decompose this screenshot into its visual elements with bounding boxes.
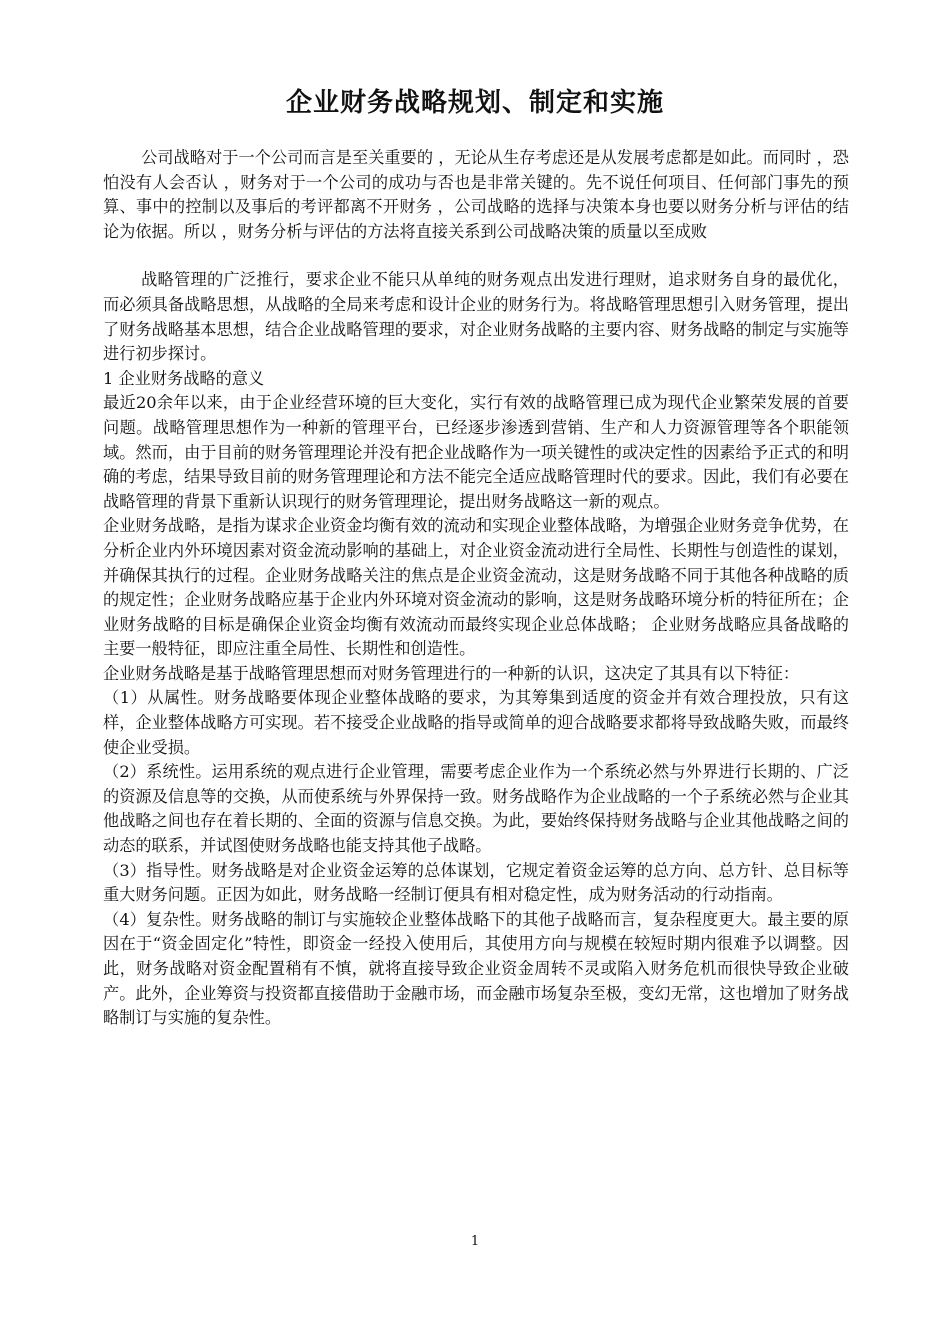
page-number: 1 — [470, 1234, 480, 1249]
paragraph-definition: 企业财务战略，是指为谋求企业资金均衡有效的流动和实现企业整体战略，为增强企业财务竞争优势，在分析企业内外环境因素对资金流动影响的基础上，对企业资金流动进行全局性、长期性与创造性的谋划，并确保其执行的过程。企业财务战略关注的焦点是企业资金流动，这是财务战略不同于其他各种战略的质的规定性；企业财务战略应基于企业内外环境对资金流动的影响，这是财务战略环境分析的特征所在；企业财务战略的目标是确保企业资金均衡有效流动而最终实现企业总体战略； 企业财务战略应具备战略的主要一般特征，即应注重全局性、长期性和创造性。 — [103, 516, 849, 659]
paragraph-spacer — [103, 244, 849, 268]
document-title: 企业财务战略规划、制定和实施 — [285, 88, 664, 118]
paragraph-background: 最近20余年以来，由于企业经营环境的巨大变化，实行有效的战略管理已成为现代企业繁荣发展的首要问题。战略管理思想作为一种新的管理平台，已经逐步渗透到营销、生产和人力资源管理等各个职能领域。然而，由于目前的财务管理理论并没有把企业战略作为一项关键性的或决定性的因素给予正式的和明确的考虑，结果导致目前的财务管理理论和方法不能完全适应战略管理时代的要求。因此，我们有必要在战略管理的背景下重新认识现行的财务管理理论，提出财务战略这一新的观点。 — [103, 393, 849, 511]
list-item-subordination: （1）从属性。财务战略要体现企业整体战略的要求，为其筹集到适度的资金并有效合理投放，只有这样，企业整体战略方可实现。若不接受企业战略的指导或简单的迎合战略要求都将导致战略失败，而最终使企业受损。 — [103, 688, 849, 757]
paragraph-intro: 公司战略对于一个公司而言是至关重要的 ，无论从生存考虑还是从发展考虑都是如此。而同时 ，恐怕没有人会否认 ，财务对于一个公司的成功与否也是非常关键的。先不说任何项目、任何部门事先的预算、事中的控制以及事后的考评都离不开财务 ，公司战略的选择与决策本身也要以财务分析与评估的结论为依据。所以 ，财务分析与评估的方法将直接关系到公司战略决策的质量以至成败 — [103, 148, 849, 241]
paragraph-strategy-management: 战略管理的广泛推行，要求企业不能只从单纯的财务观点出发进行理财，追求财务自身的最优化，而必须具备战略思想，从战略的全局来考虑和设计企业的财务行为。将战略管理思想引入财务管理，提出了财务战略基本思想，结合企业战略管理的要求，对企业财务战略的主要内容、财务战略的制定与实施等进行初步探讨。 — [103, 270, 849, 364]
list-item-systematic: （2）系统性。运用系统的观点进行企业管理，需要考虑企业作为一个系统必然与外界进行长期的、广泛的资源及信息等的交换，从而使系统与外界保持一致。财务战略作为企业战略的一个子系统必然与企业其他战略之间也存在着长期的、全面的资源与信息交换。为此，要始终保持财务战略与企业其他战略之间的动态的联系，并试图使财务战略也能支持其他子战略。 — [103, 762, 849, 856]
list-item-complexity: （4）复杂性。财务战略的制订与实施较企业整体战略下的其他子战略而言，复杂程度更大。最主要的原因在于“资金固定化”特性，即资金一经投入使用后，其使用方向与规模在较短时期内很难予以调整。因此，财务战略对资金配置稍有不慎，就将直接导致企业资金周转不灵或陷入财务危机而很快导致企业破产。此外，企业筹资与投资都直接借助于金融市场，而金融市场复杂至极，变幻无常，这也增加了财务战略制订与实施的复杂性。 — [103, 909, 849, 1028]
section-heading: 1 企业财务战略的意义 — [103, 368, 265, 388]
document-body — [103, 146, 849, 1031]
paragraph-features-intro: 企业财务战略是基于战略管理思想而对财务管理进行的一种新的认识，这决定了其具有以下特征： — [103, 663, 800, 683]
list-item-guidance: （3）指导性。财务战略是对企业资金运筹的总体谋划，它规定着资金运筹的总方向、总方针、总目标等重大财务问题。正因为如此，财务战略一经制订便具有相对稳定性，成为财务活动的行动指南。 — [103, 860, 849, 905]
